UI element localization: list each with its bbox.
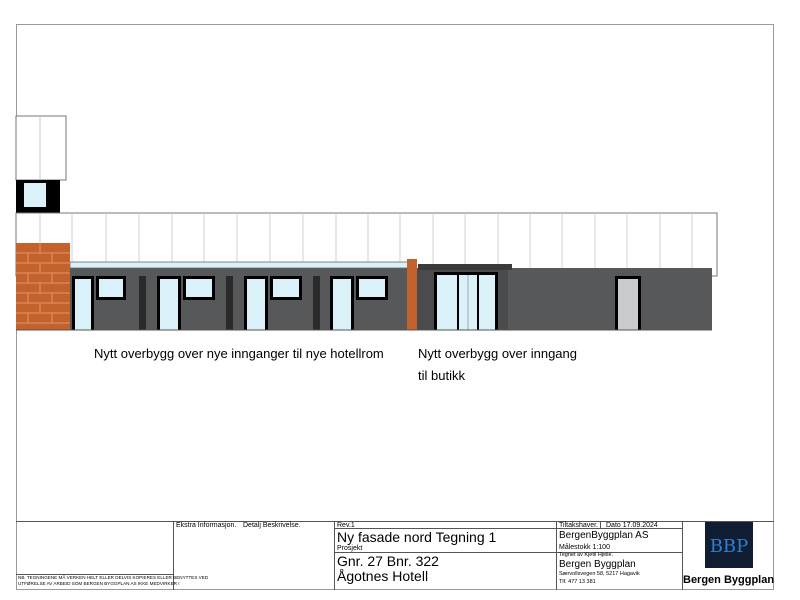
extra-info-label: Ekstra Informasjon.	[176, 522, 237, 529]
detail-label: Detalj Beskrivelse.	[243, 522, 301, 529]
project-name: Ågotnes Hotell	[337, 568, 429, 584]
company-logo	[705, 522, 753, 568]
revision-label: Rev.1	[337, 522, 355, 529]
brick-wall-left	[16, 243, 70, 330]
client-name: BergenByggplan AS	[559, 530, 649, 541]
date-label: Dato 17.09.2024	[606, 522, 658, 529]
side-door	[615, 276, 641, 330]
annotation-shop-canopy-line1: Nytt overbygg over inngang	[418, 346, 577, 361]
annotation-shop-canopy-line2: til butikk	[418, 368, 465, 383]
logo-mark-icon	[705, 522, 753, 568]
upper-volume	[16, 116, 66, 213]
property-number: Gnr. 27 Bnr. 322	[337, 553, 439, 569]
annotation-hotel-canopy: Nytt overbygg over nye innganger til nye hotellrom	[94, 346, 384, 361]
canopy-hotel-entrances	[70, 262, 412, 268]
company-phone: Tlf. 477 13 381	[559, 579, 596, 585]
scale-label: Målestokk 1:100	[559, 544, 610, 551]
disclaimer-line1: NB. TEGNINGENE MÅ VERKEN HELT ELLER DELVIS KOPIERES ELLER BENYTTES VED	[18, 575, 209, 580]
company-address: Særvollsvegen 58, 5217 Hagavik	[559, 571, 640, 577]
drawn-by-label: Tegnet av Kjetil Hjelle.	[559, 552, 614, 558]
logo-mark-text: BBP	[709, 536, 749, 557]
brick-column	[407, 259, 417, 330]
logo-company-name: Bergen Byggplan	[683, 574, 775, 586]
disclaimer-line2: UTFØRELSE AV ARBEID SOM BERGEN BYGGPLAN AS IKKE MEDVIRKER !	[18, 581, 180, 586]
shop-entrance-glazing	[434, 272, 498, 330]
company-name: Bergen Byggplan	[559, 559, 636, 570]
drawing-title: Ny fasade nord Tegning 1	[337, 529, 497, 545]
project-label: Prosjekt	[337, 545, 363, 552]
client-label: Tiltakshaver.	[559, 522, 599, 529]
